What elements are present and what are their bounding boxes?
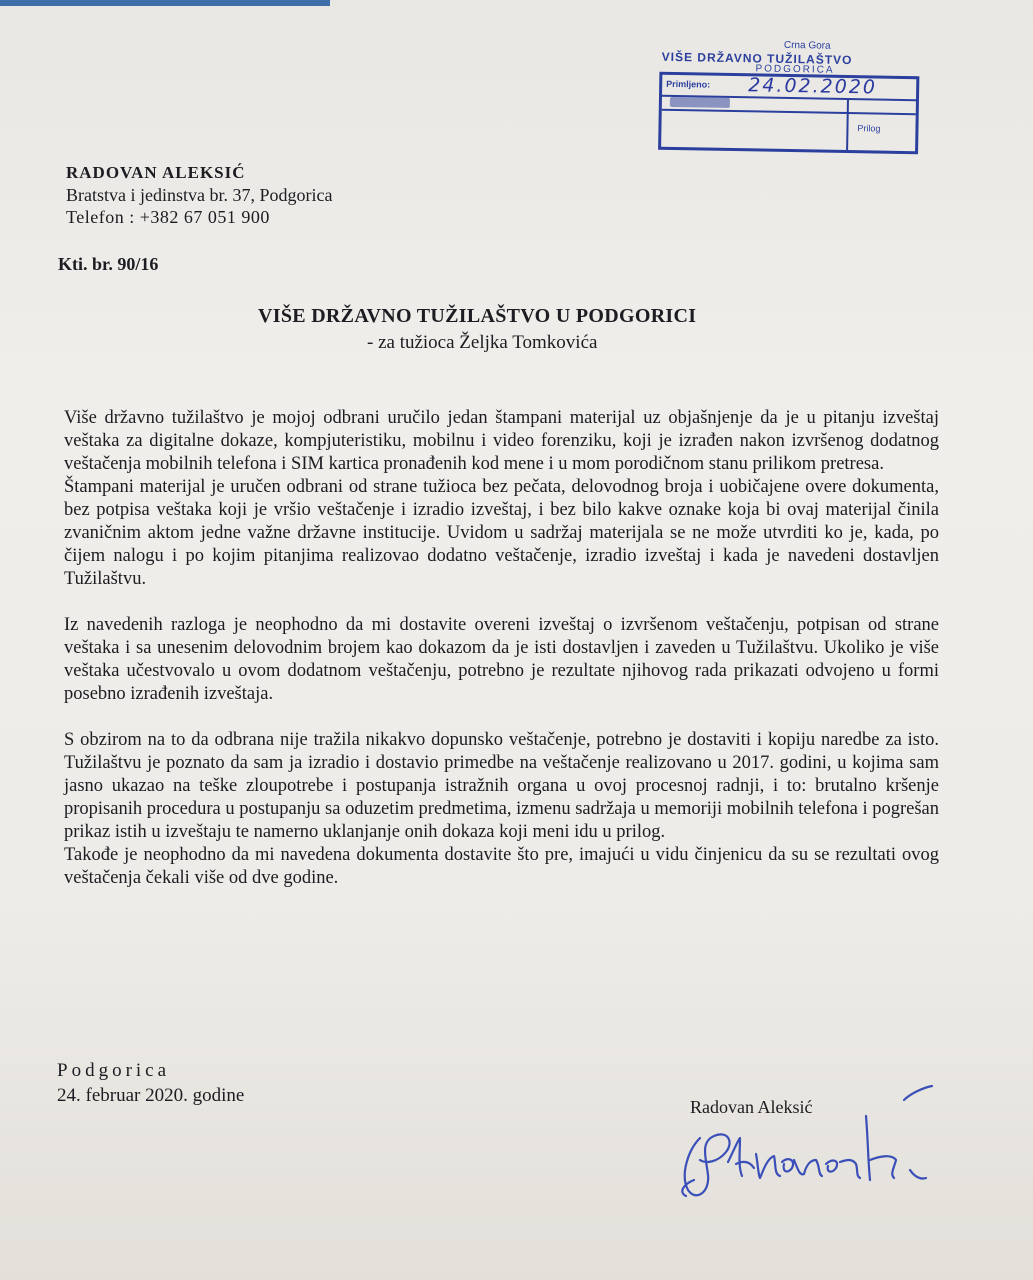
- sender-address: Bratstva i jedinstva br. 37, Podgorica: [66, 185, 333, 205]
- closing-date: 24. februar 2020. godine: [57, 1085, 245, 1106]
- signer-name: Radovan Aleksić: [690, 1097, 813, 1117]
- received-stamp: [654, 38, 926, 158]
- recipient-subtitle: - za tužioca Željka Tomkovića: [367, 332, 598, 353]
- letter-body: [64, 407, 939, 890]
- stamp-divider: [846, 100, 849, 150]
- body-paragraph-5: Takođe je neophodno da mi navedena dokumenta dostavite što pre, imajući u vidu činjenicu da su se rezultati ovog veštačenja čekali više od dve godine.: [64, 845, 939, 888]
- recipient-title: VIŠE DRŽAVNO TUŽILAŠTVO U PODGORICI: [258, 305, 697, 327]
- sender-block: [66, 162, 332, 228]
- stamp-country: Crna Gora: [783, 39, 831, 52]
- stamp-institution: VIŠE DRŽAVNO TUŽILAŠTVO: [661, 49, 853, 68]
- sender-name: RADOVAN ALEKSIĆ: [66, 163, 246, 182]
- sender-phone: Telefon : +382 67 051 900: [66, 207, 270, 227]
- stamp-received-date: 24.02.2020: [748, 74, 878, 99]
- stamp-box: [658, 72, 919, 155]
- handwritten-signature: [670, 1080, 950, 1210]
- closing-place: Podgorica: [57, 1060, 171, 1081]
- case-reference: Kti. br. 90/16: [58, 254, 159, 274]
- stamp-attachments-label: Prilog: [857, 123, 881, 134]
- body-paragraph-1: Više državno tužilaštvo je mojoj odbrani uručilo jedan štampani materijal uz objašnjenje da je u pitanju izveštaj veštaka za digitalne dokaze, kompjuteristiku, mobilnu i video forenziku, koji je izrađen nakon izvršenog dodatnog veštačenja mobilnih telefona i SIM kartica pronađenih kod mene i u mom porodičnom stanu prilikom pretresa.: [64, 408, 939, 474]
- body-paragraph-3: Iz navedenih razloga je neophodno da mi dostavite overeni izveštaj o izvršenom veštačenju, potpisan od strane veštaka i sa unesenim delovodnim brojem kao dokazom da je isti dostavljen i zaveden u Tužilaštvu. Ukoliko je više veštaka učestvovalo u ovom dodatnom veštačenju, potrebno je rezultate njihovog rada prikazati odvojeno u formi posebno izrađenih izveštaja.: [64, 615, 939, 704]
- stamp-ink-blot: [670, 97, 730, 108]
- top-edge-strip: [0, 0, 330, 6]
- body-paragraph-2: Štampani materijal je uručen odbrani od strane tužioca bez pečata, delovodnog broja i uobičajene overe dokumenta, bez potpisa veštaka koji je vršio veštačenje i izradio izveštaj, i bez bilo kakve oznake koja bi ovaj materijal činila zvaničnim aktom jedne važne državne institucije. Uvidom u sadržaj materijala se ne može utvrditi ko je, kada, po čijem nalogu i po kojim pitanjima realizovao dodatno veštačenje, izradio izveštaj i kada je navedeni dostavljen Tužilaštvu.: [64, 477, 939, 589]
- stamp-received-label: Primljeno:: [666, 78, 711, 90]
- stamp-city: PODGORICA: [755, 63, 835, 76]
- body-paragraph-4: S obzirom na to da odbrana nije tražila nikakvo dopunsko veštačenje, potrebno je dostaviti i kopiju naredbe za isto. Tužilaštvu je poznato da sam ja izradio i dostavio primedbe na veštačenje realizovano u 2017. godini, u kojima sam jasno ukazao na teške zloupotrebe i postupanja istražnih organa u ovoj procesnoj radnji, i to: brutalno kršenje propisanih procedura u postupanju sa oduzetim predmetima, izmenu sadržaja u memoriji mobilnih telefona i pogrešan prikaz istih u izveštaju te namerno uklanjanje onih dokaza koji meni idu u prilog.: [64, 730, 939, 842]
